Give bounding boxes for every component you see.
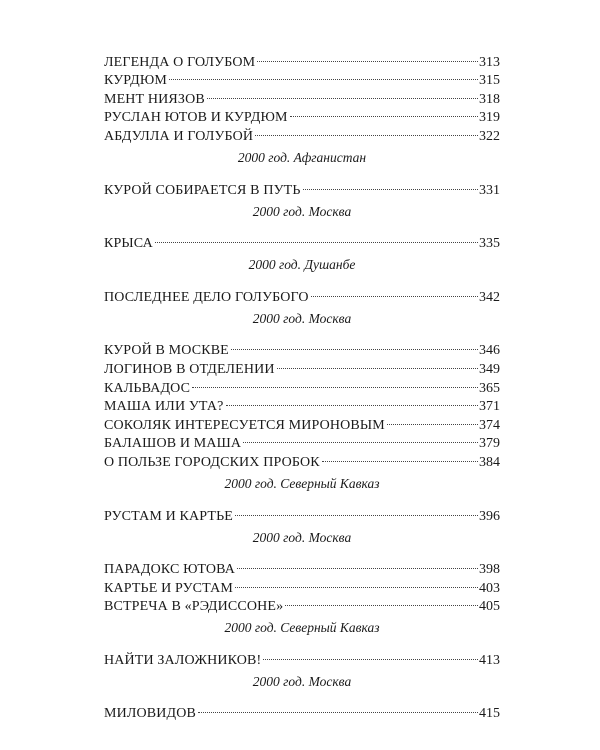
toc-entry — [104, 501, 500, 524]
entry-title: РУСЛАН ЮТОВ И КУРДЮМ — [104, 110, 288, 126]
entry-page-number: 331 — [479, 182, 500, 198]
dot-leader — [168, 66, 478, 85]
toc-section — [104, 474, 500, 524]
dot-leader — [289, 103, 478, 122]
entry-page-number: 396 — [479, 508, 500, 524]
entry-page-number: 346 — [479, 343, 500, 359]
toc-entry — [104, 282, 500, 305]
entry-page-number: 342 — [479, 289, 500, 305]
section-heading: 2000 год. Северный Кавказ — [224, 475, 380, 491]
entry-page-number: 384 — [479, 454, 500, 470]
entry-title: КУРДЮМ — [104, 73, 167, 89]
dot-leader — [256, 47, 478, 66]
toc-section — [104, 202, 500, 252]
section-heading: 2000 год. Москва — [252, 529, 352, 545]
entry-page-number: 315 — [479, 73, 500, 89]
toc-entry — [104, 645, 500, 668]
dot-leader — [262, 645, 478, 664]
entry-page-number: 415 — [479, 706, 500, 722]
entry-page-number: 403 — [479, 580, 500, 596]
entry-page-number: 413 — [479, 652, 500, 668]
entry-page-number: 322 — [479, 128, 500, 144]
entry-page-number: 335 — [479, 236, 500, 252]
toc-entry — [104, 555, 500, 578]
dot-leader — [234, 501, 478, 520]
entry-page-number: 371 — [479, 399, 500, 415]
entry-title: КРЫСА — [104, 236, 153, 252]
entry-title: МАША ИЛИ УТА? — [104, 399, 224, 415]
dot-leader — [242, 429, 478, 448]
toc-entry — [104, 699, 500, 722]
toc-entry — [104, 336, 500, 359]
entry-page-number: 365 — [479, 380, 500, 396]
entry-title: КАРТЬЕ И РУСТАМ — [104, 580, 234, 596]
toc-section — [104, 255, 500, 305]
entry-title: РУСТАМ И КАРТЬЕ — [104, 508, 234, 524]
entry-title: ВСТРЕЧА В «РЭДИССОНЕ» — [104, 599, 284, 615]
section-heading: 2000 год. Москва — [252, 203, 352, 219]
dot-leader — [230, 336, 478, 355]
entry-title: СОКОЛЯК ИНТЕРЕСУЕТСЯ МИРОНОВЫМ — [104, 417, 385, 433]
section-heading: 2000 год. Москва — [252, 310, 352, 326]
entry-page-number: 398 — [479, 562, 500, 578]
entry-title: О ПОЛЬЗЕ ГОРОДСКИХ ПРОБОК — [104, 454, 320, 470]
section-heading: 2000 год. Северный Кавказ — [224, 620, 380, 636]
entry-page-number: 379 — [479, 436, 500, 452]
dot-leader — [206, 84, 478, 103]
toc-entry — [104, 229, 500, 252]
toc-section — [104, 618, 500, 668]
toc-entry — [104, 47, 500, 70]
entry-page-number: 374 — [479, 417, 500, 433]
entry-title: КУРОЙ В МОСКВЕ — [104, 343, 229, 359]
entry-page-number: 313 — [479, 54, 500, 70]
section-heading: 2000 год. Москва — [252, 673, 352, 689]
dot-leader — [154, 229, 478, 248]
entry-title: НАЙТИ ЗАЛОЖНИКОВ! — [104, 652, 262, 668]
dot-leader — [386, 410, 478, 429]
dot-leader — [254, 121, 478, 140]
entry-title: КУРОЙ СОБИРАЕТСЯ В ПУТЬ — [104, 182, 301, 198]
dot-leader — [310, 282, 478, 301]
dot-leader — [197, 699, 478, 718]
dot-leader — [236, 555, 478, 574]
entry-title: КАЛЬВАДОС — [104, 380, 191, 396]
toc-section — [104, 309, 500, 470]
dot-leader — [276, 354, 478, 373]
entry-page-number: 319 — [479, 110, 500, 126]
table-of-contents — [104, 47, 500, 722]
section-heading: 2000 год. Душанбе — [248, 257, 356, 273]
entry-title: МИЛОВИДОВ — [104, 706, 196, 722]
entry-title: АБДУЛЛА И ГОЛУБОЙ — [104, 128, 254, 144]
toc-entry — [104, 175, 500, 198]
toc-section — [104, 148, 500, 198]
toc-section — [104, 528, 500, 615]
entry-title: ПАРАДОКС ЮТОВА — [104, 562, 235, 578]
dot-leader — [302, 175, 478, 194]
entry-title: БАЛАШОВ И МАША — [104, 436, 242, 452]
toc-section — [104, 47, 500, 144]
section-heading: 2000 год. Афганистан — [237, 149, 367, 165]
dot-leader — [225, 392, 478, 411]
dot-leader — [284, 592, 478, 611]
dot-leader — [234, 573, 478, 592]
entry-title: ЛОГИНОВ В ОТДЕЛЕНИИ — [104, 361, 275, 377]
entry-title: ЛЕГЕНДА О ГОЛУБОМ — [104, 54, 256, 70]
entry-page-number: 349 — [479, 361, 500, 377]
toc-section — [104, 672, 500, 722]
entry-title: МЕНТ НИЯЗОВ — [104, 91, 205, 107]
entry-page-number: 405 — [479, 599, 500, 615]
dot-leader — [191, 373, 478, 392]
dot-leader — [321, 447, 478, 466]
entry-page-number: 318 — [479, 91, 500, 107]
entry-title: ПОСЛЕДНЕЕ ДЕЛО ГОЛУБОГО — [104, 289, 309, 305]
